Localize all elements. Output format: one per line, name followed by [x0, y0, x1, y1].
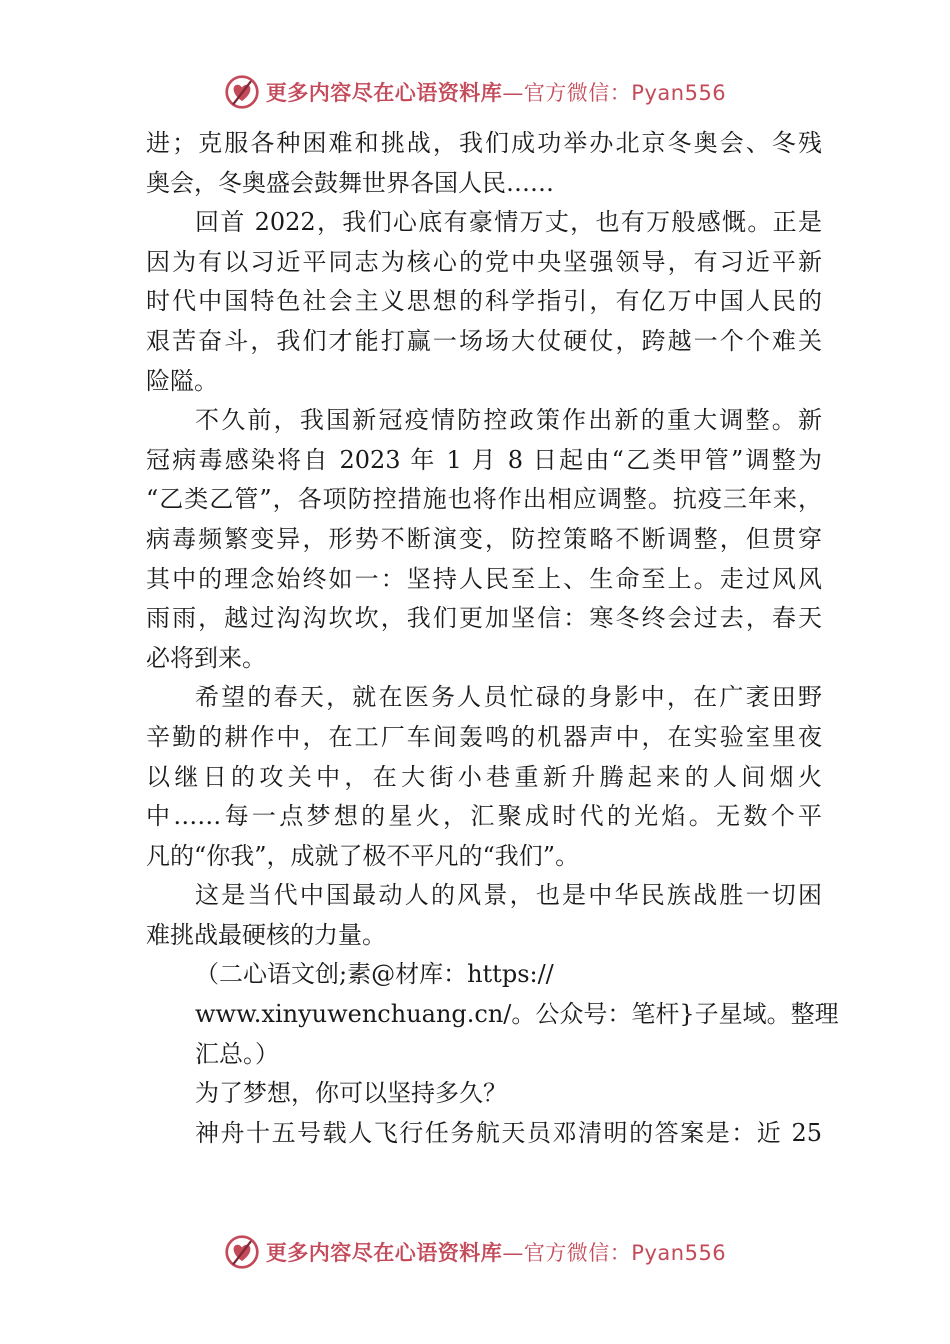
text-line: 难挑战最硬核的力量。: [146, 920, 386, 949]
footer-banner: [0, 1230, 950, 1274]
banner-text: [266, 77, 726, 107]
text-line: 奥会，冬奥盛会鼓舞世界各国人民……: [146, 168, 554, 197]
paragraph-first-line: 神舟十五号载人飞行任务航天员邓清明的答案是：近 25: [195, 1118, 822, 1147]
source-note-line: 汇总。）: [195, 1039, 279, 1068]
banner-wechat-text: —官方微信：Pyan556: [502, 81, 727, 105]
text-line: “乙类乙管”，各项防控措施也将作出相应调整。抗疫三年来，: [146, 485, 822, 514]
source-note-line: www.xinyuwenchuang.cn/。公众号：笔杆}子星域。整理: [195, 1000, 839, 1029]
text-line: 险隘。: [146, 366, 218, 395]
text-line: 雨雨，越过沟沟坎坎，我们更加坚信：寒冬终会过去，春天: [146, 604, 822, 633]
text-line: 其中的理念始终如一：坚持人民至上、生命至上。走过风风: [146, 564, 822, 593]
banner-wechat-text: —官方微信：Pyan556: [502, 1241, 727, 1265]
banner-main-text: 更多内容尽在心语资料库: [265, 1241, 503, 1265]
paragraph-first-line: 回首 2022，我们心底有豪情万丈，也有万般感慨。正是: [195, 208, 822, 237]
header-banner: [0, 70, 950, 114]
paragraph-first-line: 不久前，我国新冠疫情防控政策作出新的重大调整。新: [195, 406, 822, 435]
source-note-line: （二心语文创;素@材库：https://: [195, 960, 554, 989]
banner-main-text: 更多内容尽在心语资料库: [265, 81, 503, 105]
banner-text: [266, 1237, 726, 1267]
text-line: 进；克服各种困难和挑战，我们成功举办北京冬奥会、冬残: [146, 129, 822, 157]
text-line: 时代中国特色社会主义思想的科学指引，有亿万中国人民的: [146, 287, 822, 316]
text-line: 辛勤的耕作中，在工厂车间轰鸣的机器声中，在实验室里夜: [146, 722, 822, 751]
document-body: [146, 124, 839, 1153]
text-line: 冠病毒感染将自 2023 年 1 月 8 日起由“乙类甲管”调整为: [146, 445, 822, 474]
paragraph-first-line: 这是当代中国最动人的风景，也是中华民族战胜一切困: [195, 881, 822, 910]
heart-pen-logo-icon: [224, 74, 260, 110]
text-line: 艰苦奋斗，我们才能打赢一场场大仗硬仗，跨越一个个难关: [146, 326, 822, 355]
heart-pen-logo-icon: [224, 1234, 260, 1270]
text-line: 中……每一点梦想的星火，汇聚成时代的光焰。无数个平: [146, 802, 822, 831]
text-line: 凡的“你我”，成就了极不平凡的“我们”。: [146, 841, 580, 870]
text-line: 以继日的攻关中，在大街小巷重新升腾起来的人间烟火: [146, 762, 822, 791]
text-line: 病毒频繁变异，形势不断演变，防控策略不断调整，但贯穿: [146, 524, 822, 553]
paragraph-first-line: 希望的春天，就在医务人员忙碌的身影中，在广袤田野: [195, 683, 822, 712]
text-line: 必将到来。: [146, 643, 266, 672]
text-line: 因为有以习近平同志为核心的党中央坚强领导，有习近平新: [146, 247, 822, 276]
paragraph-first-line: 为了梦想，你可以坚持多久？: [195, 1079, 507, 1108]
